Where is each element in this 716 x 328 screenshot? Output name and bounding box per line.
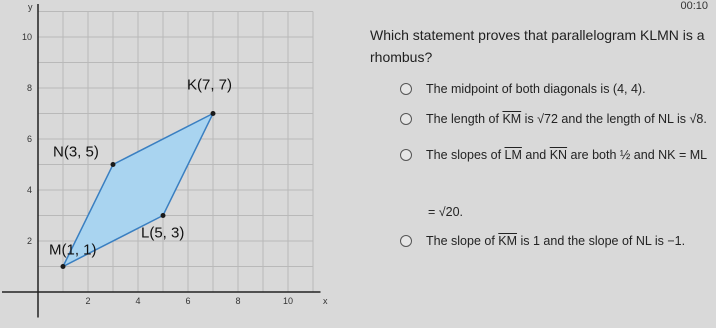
y-axis-label: y	[28, 2, 33, 12]
question-text: Which statement proves that parallelogram KLMN is a rhombus?	[370, 27, 705, 65]
x-tick-label: 2	[85, 296, 91, 306]
x-tick-label: 10	[282, 296, 294, 306]
radio-button[interactable]	[400, 83, 412, 95]
y-tick-label: 4	[26, 185, 32, 195]
vertex-dot	[161, 213, 166, 218]
radio-button[interactable]	[400, 113, 412, 125]
vertex-label: K(7, 7)	[187, 76, 233, 94]
x-tick-label: 6	[185, 296, 191, 306]
option-text: The slope of $\overline{KM}$ is 1 and the slope of NL is −1.	[426, 234, 686, 248]
x-tick-label: 8	[235, 296, 241, 306]
option-slope-diagonals[interactable]	[400, 234, 685, 248]
x-axis-label: x	[323, 296, 328, 306]
option-slopes[interactable]	[400, 148, 707, 162]
radio-button[interactable]	[400, 235, 412, 247]
vertex-dot	[61, 264, 66, 269]
x-tick-label: 4	[135, 296, 141, 306]
option-text: The slopes of $\overline{LM}$ and $\overline{KN}$ are both ½ and NK = ML	[426, 148, 708, 162]
y-tick-label: 2	[26, 236, 32, 246]
vertex-label: M(1, 1)	[49, 241, 97, 259]
option-slopes-continuation: = √20.	[428, 205, 464, 219]
option-lengths[interactable]	[400, 112, 707, 126]
y-tick-label: 10	[21, 32, 32, 42]
coordinate-graph	[0, 0, 335, 328]
option-text: The length of $\overline{KM}$ is √72 and the length of NL is √8.	[426, 112, 707, 126]
radio-button[interactable]	[400, 149, 412, 161]
timer-text: 00:10	[680, 0, 708, 12]
vertex-dot	[111, 162, 116, 167]
vertex-dot	[211, 111, 216, 116]
option-midpoint[interactable]	[400, 82, 646, 96]
y-tick-label: 6	[26, 134, 32, 144]
option-text: The midpoint of both diagonals is (4, 4).	[426, 82, 646, 96]
y-tick-label: 8	[26, 83, 32, 93]
vertex-label: N(3, 5)	[53, 143, 99, 161]
vertex-label: L(5, 3)	[141, 224, 185, 242]
